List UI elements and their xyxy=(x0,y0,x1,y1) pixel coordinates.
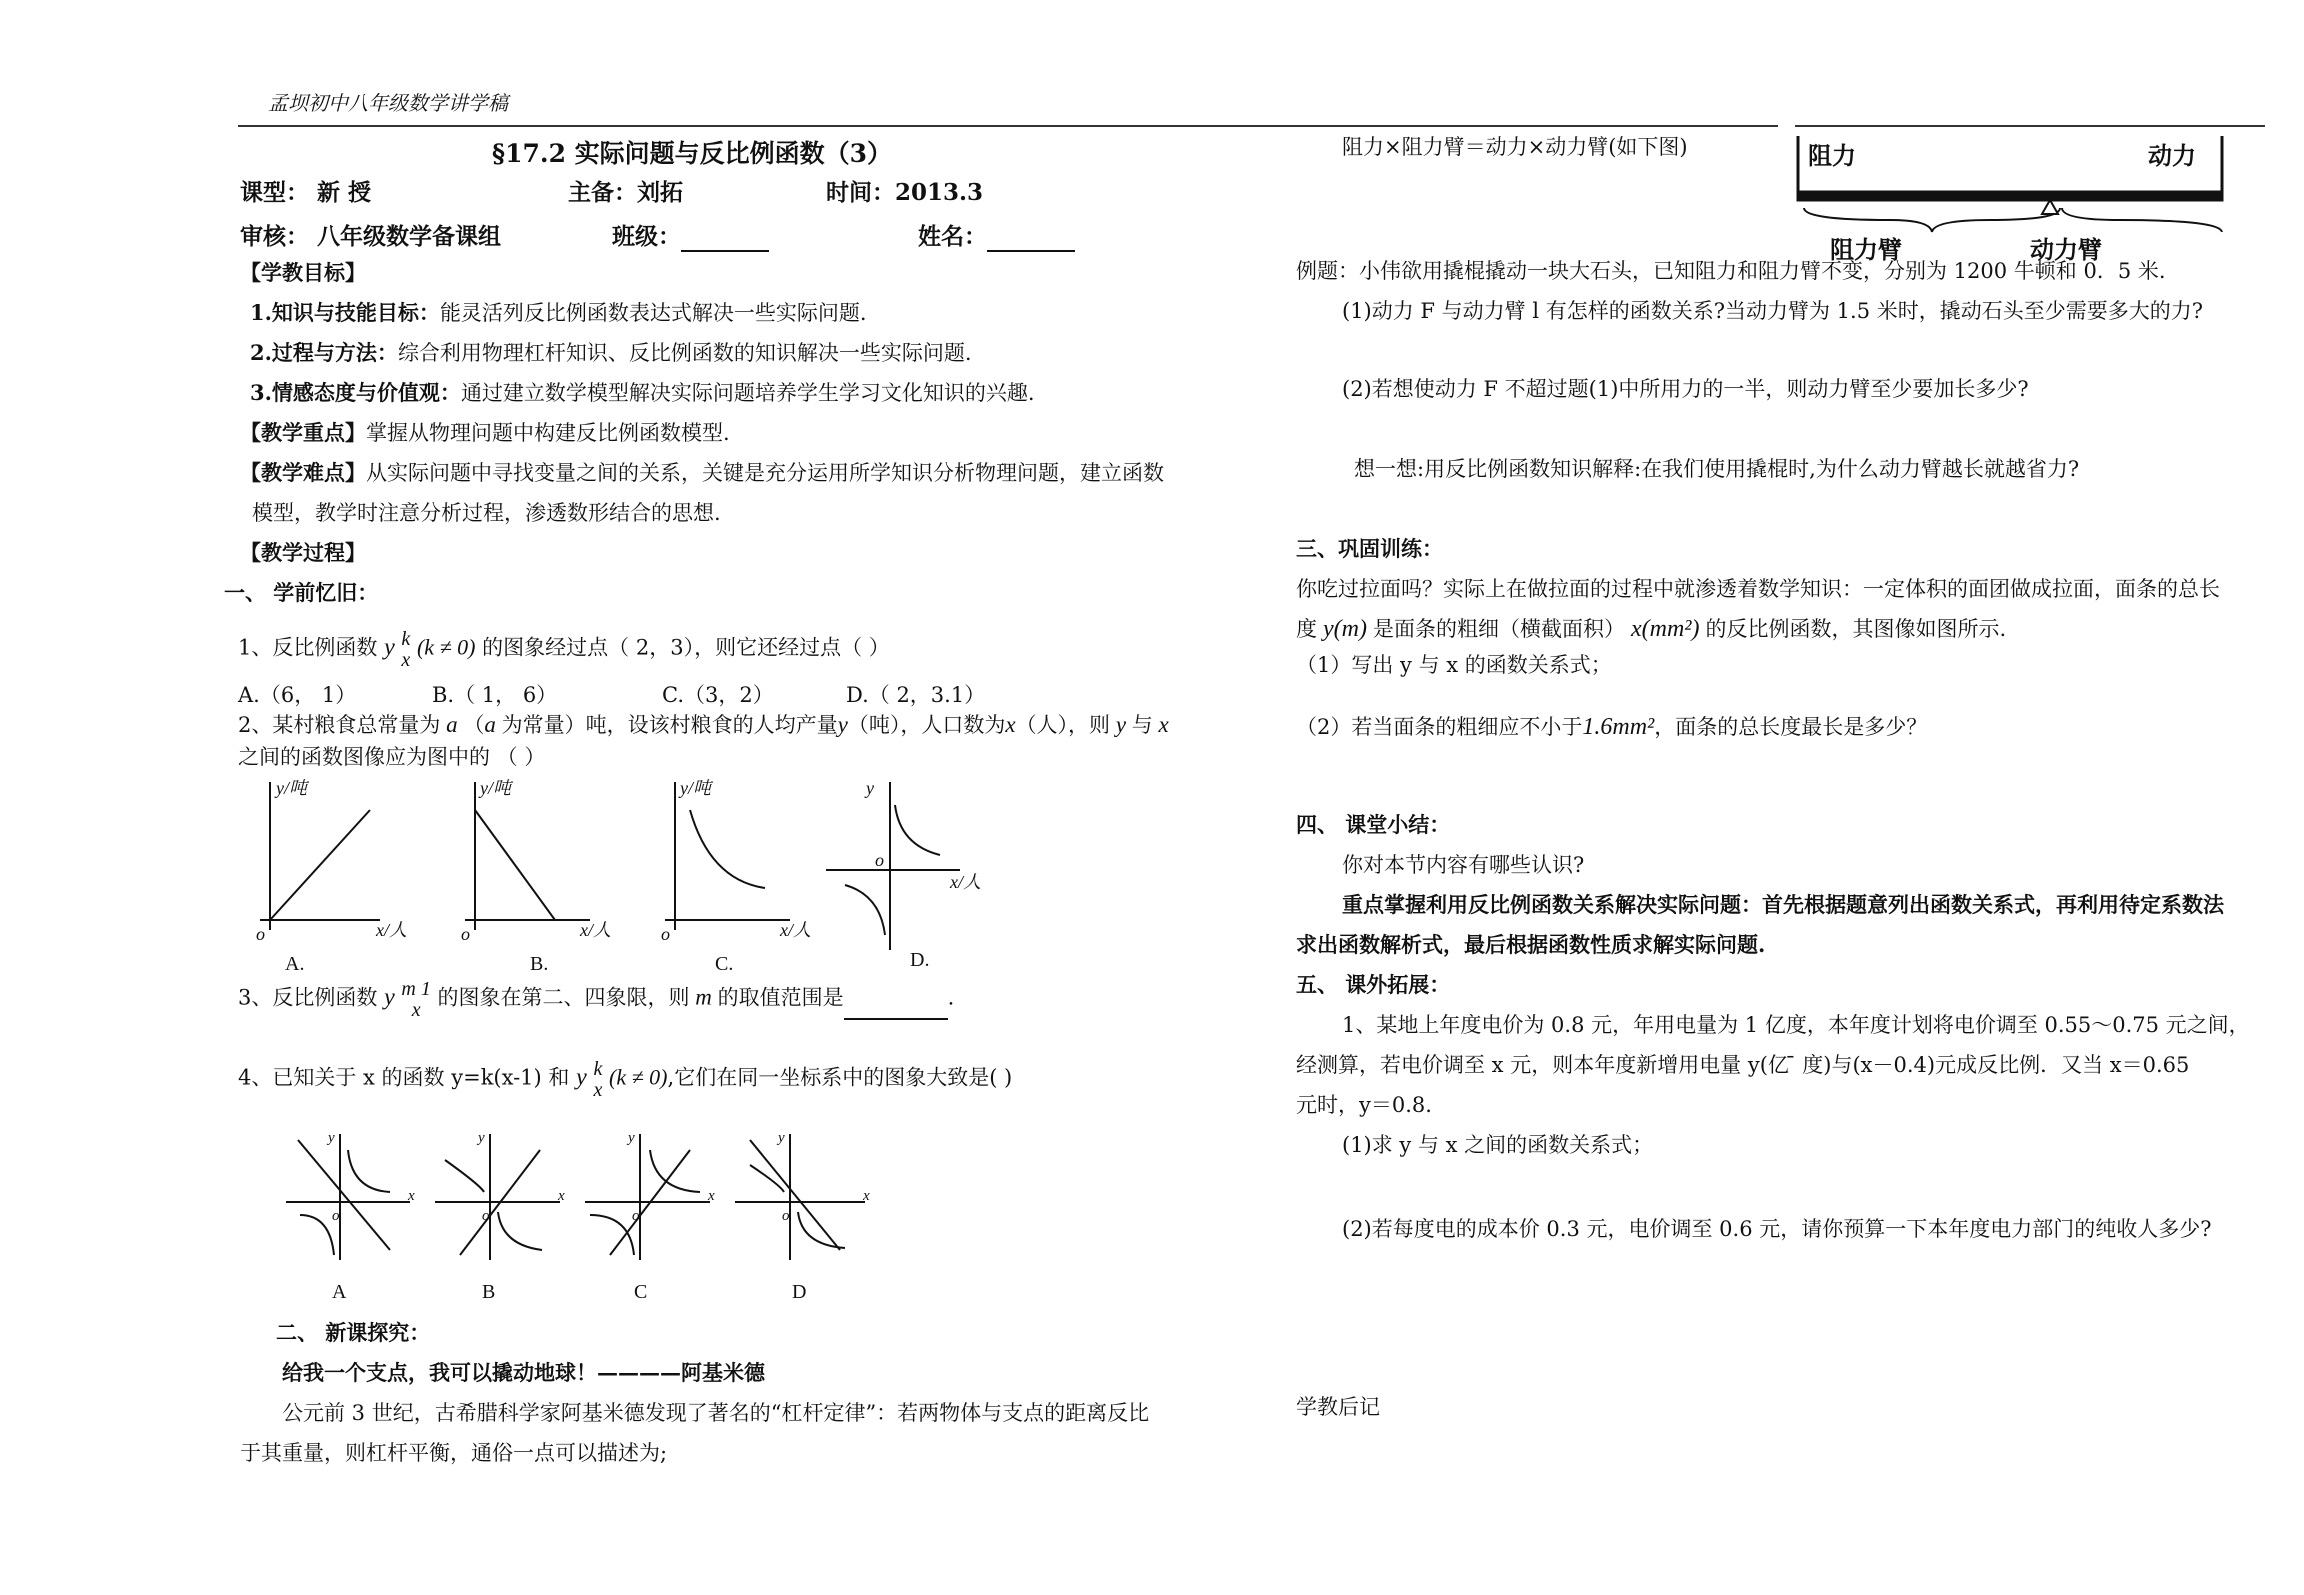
svg-text:o: o xyxy=(482,1208,490,1224)
goal-1: 1.知识与技能目标：能灵活列反比例函数表达式解决一些实际问题. xyxy=(250,300,867,325)
svg-text:y: y xyxy=(866,778,874,798)
svg-text:y: y xyxy=(778,1130,785,1146)
section-3-heading: 三、巩固训练： xyxy=(1296,536,1443,561)
question-2-line2: 之间的函数图像应为图中的 （ ） xyxy=(238,745,546,769)
example-q2: (2)若想使动力 F 不超过题(1)中所用力的一半，则动力臂至少要加长多少? xyxy=(1342,377,2029,401)
section-3-q1: （1）写出 y 与 x 的函数关系式； xyxy=(1296,653,1612,677)
newlesson-paragraph-2: 于其重量，则杠杆平衡，通俗一点可以描述为; xyxy=(240,1441,668,1465)
q2-graphs xyxy=(230,770,1050,980)
graph-a-x-label: x/人 xyxy=(376,920,407,940)
svg-text:y: y xyxy=(328,1130,335,1146)
lever-label-resistance: 阻力 xyxy=(1808,144,1856,170)
meta-class: 班级： xyxy=(612,222,769,252)
graph-b-label: B. xyxy=(530,953,549,975)
graph-a-label: A. xyxy=(285,953,305,975)
graph-b-y-label: y/吨 xyxy=(480,778,511,798)
svg-text:o: o xyxy=(256,924,265,944)
question-3: 3、反比例函数 y m 1 x 的图象在第二、四象限，则 m 的取值范围是 . xyxy=(238,978,955,1021)
lever-label-effort: 动力 xyxy=(2148,144,2196,170)
q4-graphs xyxy=(280,1120,880,1310)
graph-d-label: D. xyxy=(910,949,930,971)
q1-option-a: A.（6， 1） xyxy=(238,683,357,707)
svg-text:x: x xyxy=(408,1188,415,1204)
graph-d-x-label: x/人 xyxy=(950,872,981,892)
section-5-q1: (1)求 y 与 x 之间的函数关系式； xyxy=(1342,1133,1654,1157)
section-5-paragraph-1: 1、某地上年度电价为 0.8 元，年用电量为 1 亿度，本年度计划将电价调至 0.55～0.75 元之间， xyxy=(1342,1013,2250,1037)
archimedes-quote: 给我一个支点，我可以撬动地球！————阿基米德 xyxy=(282,1360,765,1385)
meta-lesson-type: 课型： 新 授 xyxy=(240,179,372,206)
section-4-summary-1: 重点掌握利用反比例函数关系解决实际问题：首先根据题意列出函数关系式，再利用待定系数法 xyxy=(1342,892,2224,917)
svg-text:o: o xyxy=(875,850,884,870)
meta-author: 主备：刘拓 xyxy=(568,179,683,206)
q4-label-c: C xyxy=(634,1281,648,1303)
lever-label-effort-arm: 动力臂 xyxy=(2030,238,2102,264)
lever-label-resistance-arm: 阻力臂 xyxy=(1830,238,1902,264)
section-5-paragraph-2: 经测算，若电价调至 x 元，则本年度新增用电量 y(亿 ̄ 度)与(x－0.4)元成反比例．又当 x＝0.65 xyxy=(1296,1053,2190,1077)
teaching-key: 【教学重点】掌握从物理问题中构建反比例函数模型. xyxy=(240,420,730,445)
newlesson-paragraph-1: 公元前 3 世纪，古希腊科学家阿基米德发现了著名的“杠杆定律”：若两物体与支点的距离反比 xyxy=(282,1401,1150,1425)
teaching-difficulty-2: 模型，教学时注意分析过程，渗透数形结合的思想. xyxy=(252,501,721,525)
section-5-heading: 五、 课外拓展： xyxy=(1296,972,1451,997)
graph-c-y-label: y/吨 xyxy=(680,778,711,798)
section-3-q2: （2）若当面条的粗细应不小于1.6mm²，面条的总长度最长是多少？ xyxy=(1296,714,1928,740)
question-1: 1、反比例函数 y k x (k ≠ 0) 的图象经过点（ 2，3），则它还经过点（ ） xyxy=(238,628,890,671)
goal-2: 2.过程与方法：综合利用物理杠杆知识、反比例函数的知识解决一些实际问题. xyxy=(250,340,972,365)
q4-label-b: B xyxy=(482,1281,496,1303)
meta-review: 审核： 八年级数学备课组 xyxy=(240,223,502,250)
svg-text:o: o xyxy=(661,924,670,944)
newlesson-heading: 二、 新课探究： xyxy=(276,1320,431,1345)
q4-label-a: A xyxy=(332,1281,347,1303)
svg-text:x: x xyxy=(708,1188,715,1204)
svg-text:x: x xyxy=(863,1188,870,1204)
section-5-paragraph-3: 元时，y＝0.8. xyxy=(1296,1093,1432,1117)
goals-heading: 【学教目标】 xyxy=(240,260,366,285)
process-heading: 【教学过程】 xyxy=(240,540,366,565)
header-rule xyxy=(238,125,1778,127)
school-header: 孟坝初中八年级数学讲学稿 xyxy=(268,91,508,115)
postscript: 学教后记 xyxy=(1296,1395,1380,1419)
section-5-q2: (2)若每度电的成本价 0.3 元，电价调至 0.6 元，请你预算一下本年度电力部门的纯收人多少? xyxy=(1342,1217,2212,1241)
graph-a-y-label: y/吨 xyxy=(276,778,307,798)
graph-b-x-label: x/人 xyxy=(580,920,611,940)
q1-option-c: C.（3，2） xyxy=(662,683,774,707)
header-rule-right xyxy=(1795,125,2265,127)
section-4-question: 你对本节内容有哪些认识? xyxy=(1342,853,1585,877)
example-q1: (1)动力 F 与动力臂 l 有怎样的函数关系?当动力臂为 1.5 米时，撬动石头至少需要多大的力? xyxy=(1342,299,2203,323)
section-4-summary-2: 求出函数解析式，最后根据函数性质求解实际问题. xyxy=(1296,932,1766,957)
svg-text:y: y xyxy=(478,1130,485,1146)
q1-option-d: D.（ 2，3.1） xyxy=(846,683,986,707)
section-3-paragraph-2: 度 y(m) 是面条的粗细（横截面积） x(mm²) 的反比例函数，其图像如图所示. xyxy=(1296,616,2007,642)
review-heading: 一、 学前忆旧： xyxy=(224,580,379,605)
teaching-difficulty: 【教学难点】从实际问题中寻找变量之间的关系，关键是充分运用所学知识分析物理问题，建立函数 xyxy=(240,460,1164,485)
section-3-paragraph-1: 你吃过拉面吗？实际上在做拉面的过程中就渗透着数学知识：一定体积的面团做成拉面，面条的总长 xyxy=(1296,577,2220,601)
svg-text:o: o xyxy=(782,1208,790,1224)
meta-name: 姓名： xyxy=(918,222,1075,252)
think-prompt: 想一想:用反比例函数知识解释:在我们使用撬棍时,为什么动力臂越长就越省力? xyxy=(1354,457,2080,481)
q4-label-d: D xyxy=(792,1281,807,1303)
goal-3: 3.情感态度与价值观：通过建立数学模型解决实际问题培养学生学习文化知识的兴趣. xyxy=(250,380,1035,405)
question-4: 4、已知关于 x 的函数 y=k(x-1) 和 y k x (k ≠ 0),它们在同一坐标系中的图象大致是( ) xyxy=(238,1058,1013,1101)
svg-text:y: y xyxy=(628,1130,635,1146)
meta-date: 时间：2013.3 xyxy=(826,179,984,206)
graph-c-x-label: x/人 xyxy=(780,920,811,940)
svg-text:o: o xyxy=(632,1208,640,1224)
graph-c-label: C. xyxy=(715,953,734,975)
svg-text:o: o xyxy=(332,1208,340,1224)
svg-text:o: o xyxy=(461,924,470,944)
svg-text:x: x xyxy=(558,1188,565,1204)
lever-formula: 阻力×阻力臂＝动力×动力臂(如下图) xyxy=(1342,135,1688,159)
section-4-heading: 四、 课堂小结： xyxy=(1296,812,1451,837)
q1-option-b: B.（ 1， 6） xyxy=(432,683,558,707)
page-title: §17.2 实际问题与反比例函数（3） xyxy=(492,139,893,168)
example: 例题：小伟欲用撬棍撬动一块大石头，已知阻力和阻力臂不变，分别为 1200 牛顿和 0．5 米. xyxy=(1296,259,2166,283)
question-2-line1: 2、某村粮食总常量为 a （a 为常量）吨，设该村粮食的人均产量y（吨），人口数为x（人），则 y 与 x xyxy=(238,712,1169,737)
lever-diagram xyxy=(1790,128,2230,268)
